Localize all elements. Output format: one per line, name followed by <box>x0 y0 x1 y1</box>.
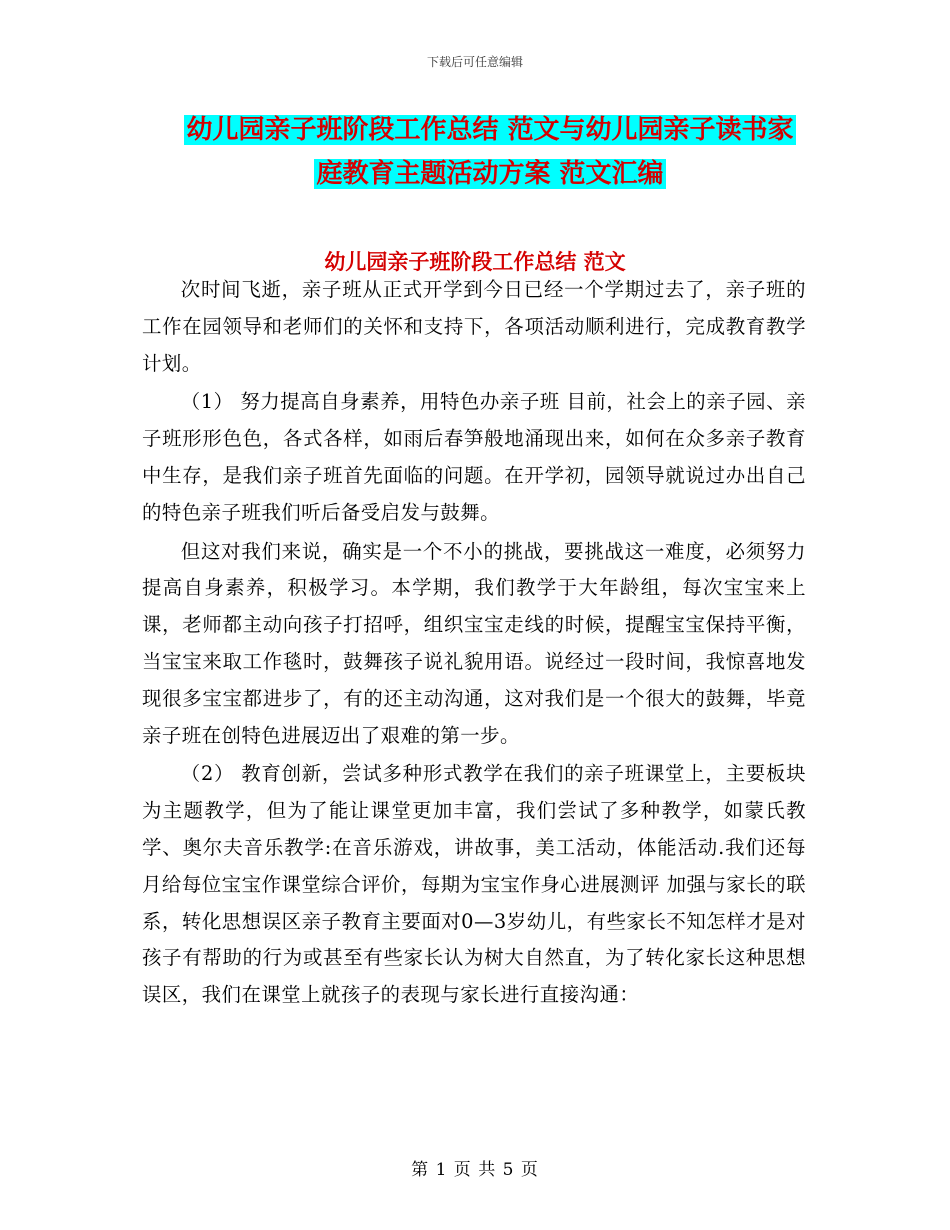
paragraph-4: （2） 教育创新，尝试多种形式教学在我们的亲子班课堂上，主要板块为主题教学，但为了能让课堂更加丰富，我们尝试了多种教学，如蒙氏教学、奥尔夫音乐教学:在音乐游戏，讲故事，美工活动，体能活动.我们还每月给每位宝宝作课堂综合评价，每期为宝宝作身心进展测评 加强与家长的联系，转化思想误区亲子教育主要面对0—3岁幼儿，有些家长不知怎样才是对孩子有帮助的行为或甚至有些家长认为树大自然直，为了转化家长这种思想误区，我们在课堂上就孩子的表现与家长进行直接沟通： <box>142 762 806 1007</box>
document-title-line-1 <box>140 108 840 152</box>
paragraph-3: 但这对我们来说，确实是一个不小的挑战，要挑战这一难度，必须努力提高自身素养，积极学习。本学期，我们教学于大年龄组，每次宝宝来上课，老师都主动向孩子打招呼，组织宝宝走线的时候，提醒宝宝保持平衡，当宝宝来取工作毯时，鼓舞孩子说礼貌用语。说经过一段时间，我惊喜地发现很多宝宝都进步了，有的还主动沟通，这对我们是一个很大的鼓舞，毕竟亲子班在创特色进展迈出了艰难的第一步。 <box>142 539 806 747</box>
page-number-footer: 第 1 页 共 5 页 <box>411 1160 539 1180</box>
document-title <box>140 108 840 196</box>
title-line-1-text: 幼儿园亲子班阶段工作总结 范文与幼儿园亲子读书家 <box>186 115 794 145</box>
page-header-note: 下载后可任意编辑 <box>426 55 523 69</box>
document-body <box>142 272 806 1016</box>
title-line-2-text: 庭教育主题活动方案 范文汇编 <box>316 159 664 189</box>
document-title-line-2 <box>140 152 840 196</box>
paragraph-2: （1） 努力提高自身素养，用特色办亲子班 目前，社会上的亲子园、亲子班形形色色，各式各样，如雨后春笋般地涌现出来，如何在众多亲子教育中生存，是我们亲子班首先面临的问题。在开学初，园领导就说过办出自己的特色亲子班我们听后备受启发与鼓舞。 <box>142 390 806 524</box>
section-title: 幼儿园亲子班阶段工作总结 范文 <box>324 250 626 274</box>
paragraph-1: 次时间飞逝，亲子班从正式开学到今日已经一个学期过去了，亲子班的工作在园领导和老师们的关怀和支持下，各项活动顺利进行，完成教育教学计划。 <box>142 278 806 375</box>
